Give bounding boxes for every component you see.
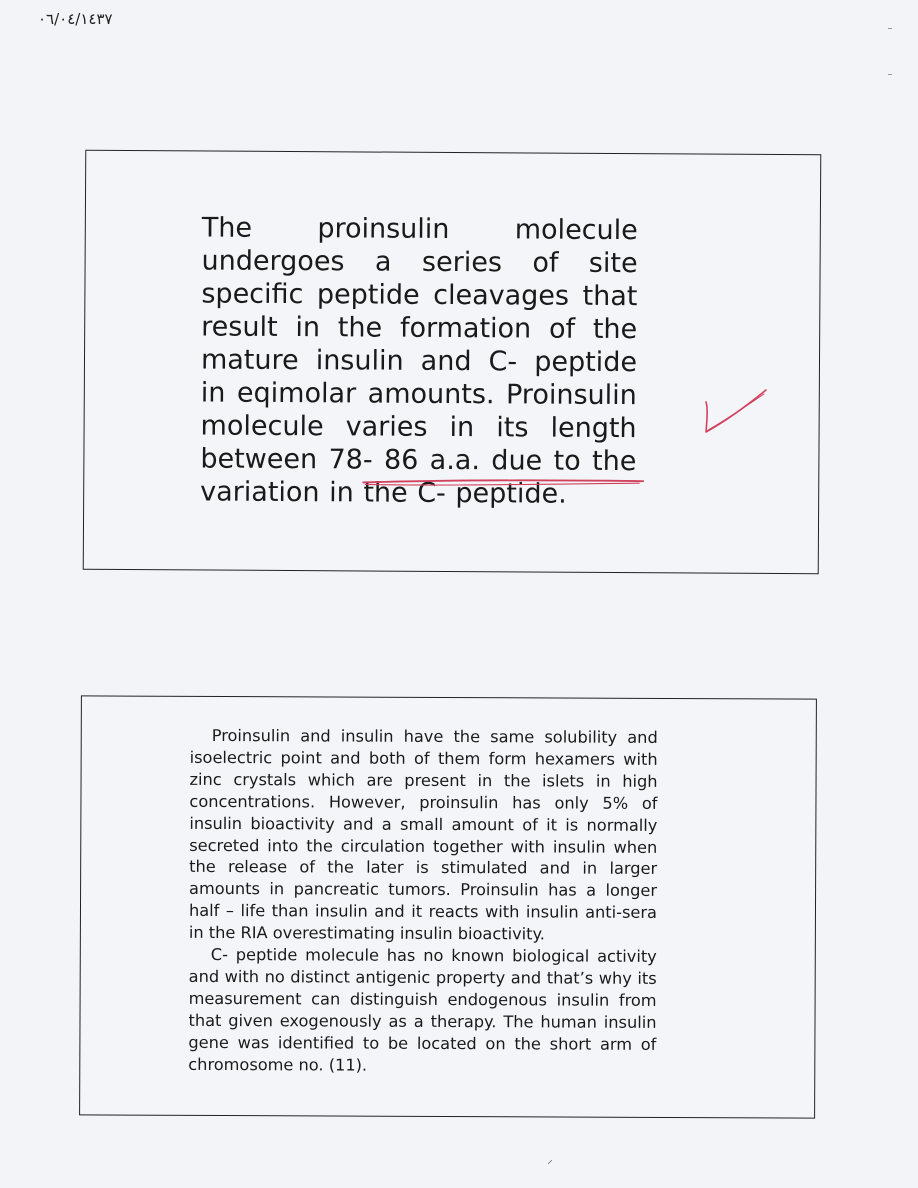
page-edge-mark [888,28,892,29]
check-mark-icon [704,388,770,438]
paragraph-c-peptide: C- peptide molecule has no known biological activity and with no distinct antigenic property and that’s why its measurement can distinguish endogenous insulin from that given exogenously as a therapy. The human insulin gene was identified to be located on the short arm of chromosome no. (11). [188,945,657,1075]
stray-mark [548,1160,552,1164]
slide-2-text [188,725,658,1078]
paragraph-proinsulin: Proinsulin and insulin have the same solubility and isoelectric point and both of them form hexamers with zinc crystals which are present in the islets in high concentrations. However, proinsulin has only 5% of insulin bioactivity and a small amount of it is normally secreted into the circulation together with insulin when the release of the later is stimulated and in larger amounts in pancreatic tumors. Proinsulin has a longer half – life than insulin and it reacts with insulin anti-sera in the RIA overestimating insulin bioactivity. [188,725,658,944]
slide-2 [79,695,817,1118]
underline-mark-icon [359,474,649,490]
slide-1-text: The proinsulin molecule undergoes a series of site specific peptide cleavages that result in the formation of the mature insulin and C- peptide in eqimolar amounts. Proinsulin molecule varies in its length between 78- 86 a.a. due to the variation in the C- peptide. [200,212,638,510]
date-stamp: ٠٦/٠٤/١٤٣٧ [38,10,113,28]
slide-1 [83,150,822,574]
page-edge-mark [888,74,892,75]
